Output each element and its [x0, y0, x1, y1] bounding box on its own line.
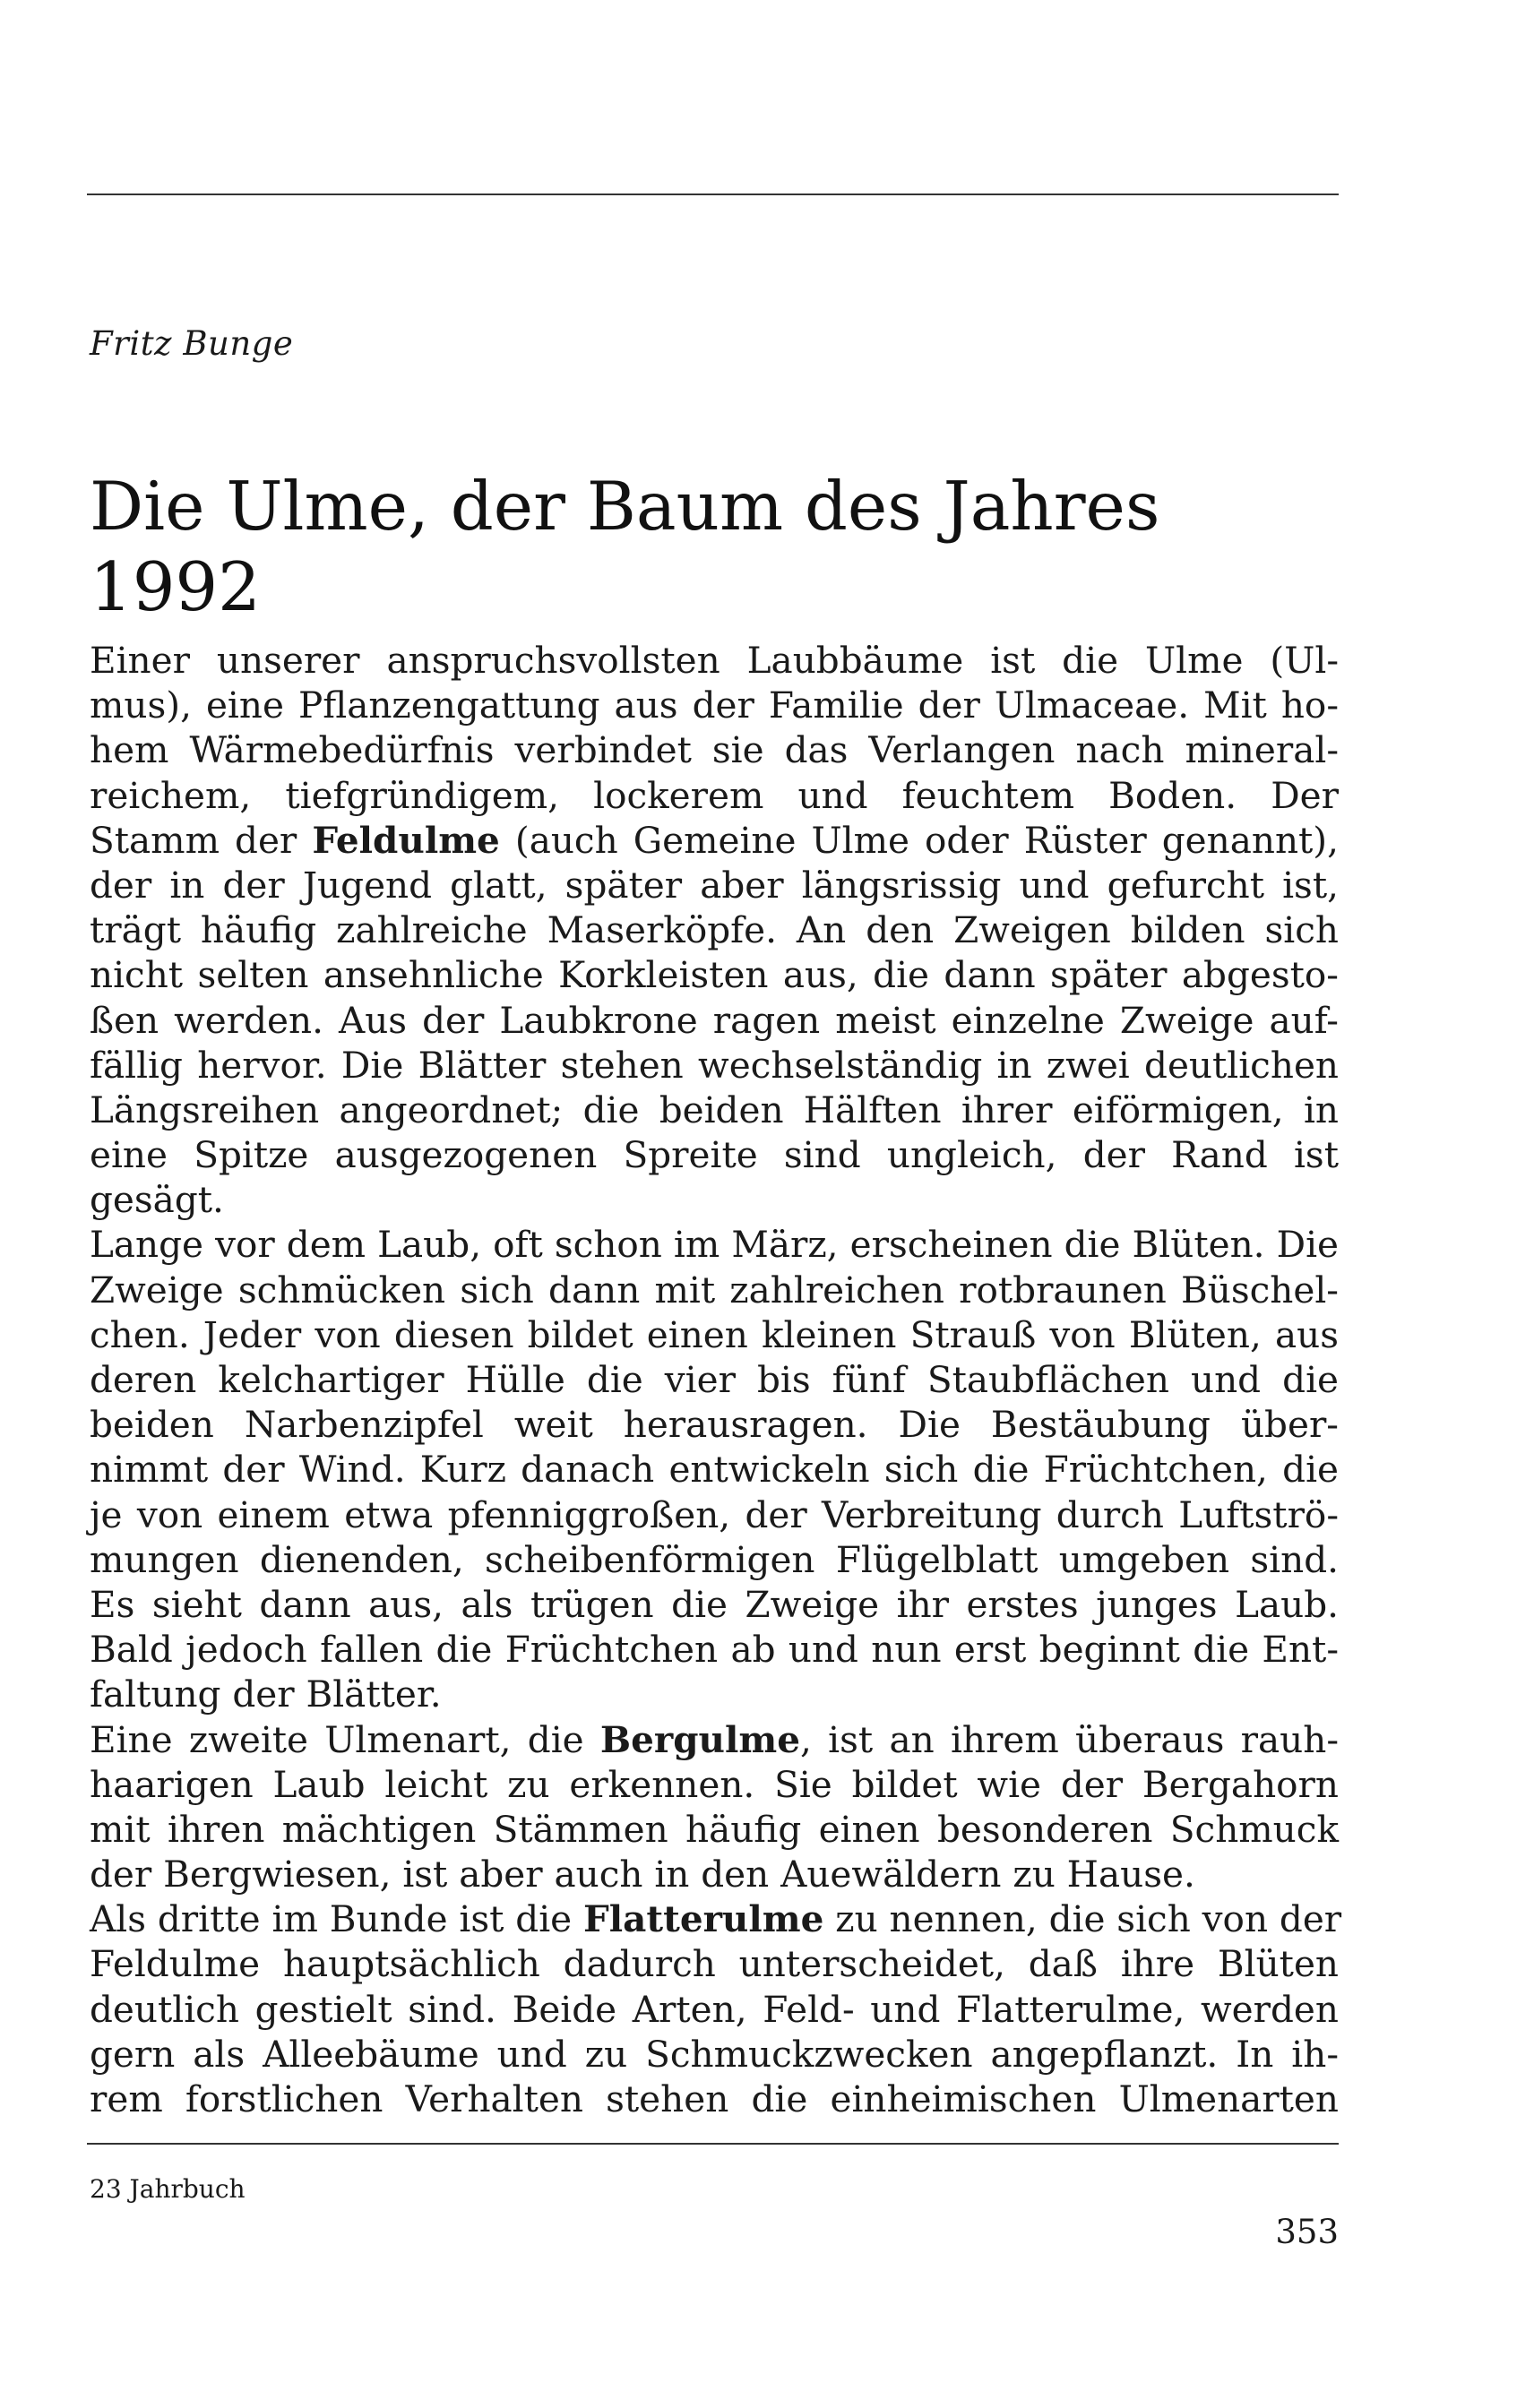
footnote-signature: 23 Jahrbuch — [90, 2174, 246, 2204]
text-line: Zweige schmücken sich dann mit zahlreichen rotbraunen Büschel- — [90, 1268, 1339, 1312]
text-line: Feldulme hauptsächlich dadurch unterscheidet, daß ihre Blüten — [90, 1942, 1339, 1986]
text-line: deutlich gestielt sind. Beide Arten, Feld- und Flatterulme, werden — [90, 1987, 1339, 2031]
article-title: Die Ulme, der Baum des Jahres 1992 — [90, 467, 1160, 626]
text-segment: (auch Gemeine Ulme oder Rüster genannt), — [499, 818, 1339, 862]
text-line: trägt häufig zahlreiche Maserköpfe. An den Zweigen bilden sich — [90, 908, 1339, 952]
text-line: Längsreihen angeordnet; die beiden Hälften ihrer eiförmigen, in — [90, 1088, 1339, 1131]
text-line: beiden Narbenzipfel weit herausragen. Die Bestäubung über- — [90, 1403, 1339, 1447]
text-line: nicht selten ansehnliche Korkleisten aus, die dann später abgesto- — [90, 953, 1339, 997]
text-line: der Bergwiesen, ist aber auch in den Auewäldern zu Hause. — [90, 1853, 1195, 1896]
text-segment: , ist an ihrem überaus rauh- — [800, 1717, 1339, 1761]
text-line: Bald jedoch fallen die Früchtchen ab und nun erst beginnt die Ent- — [90, 1628, 1339, 1672]
author-name: Fritz Bunge — [90, 324, 294, 363]
text-line: reichem, tiefgründigem, lockerem und feuchtem Boden. Der — [90, 773, 1339, 817]
text-line: faltung der Blätter. — [90, 1673, 442, 1716]
text-line: Lange vor dem Laub, oft schon im März, erscheinen die Blüten. Die — [90, 1223, 1339, 1267]
text-line: nimmt der Wind. Kurz danach entwickeln sich die Früchtchen, die — [90, 1448, 1339, 1492]
top-rule — [87, 194, 1339, 195]
text-line: mit ihren mächtigen Stämmen häufig einen besonderen Schmuck — [90, 1807, 1339, 1851]
text-line: deren kelchartiger Hülle die vier bis fünf Staubflächen und die — [90, 1358, 1339, 1401]
text-segment: Stamm der — [90, 818, 313, 862]
text-segment: Eine zweite Ulmenart, die — [90, 1717, 600, 1761]
species-name: Feldulme — [312, 818, 500, 862]
text-line: je von einem etwa pfenniggroßen, der Verbreitung durch Luftströ- — [90, 1492, 1339, 1536]
text-line: haarigen Laub leicht zu erkennen. Sie bildet wie der Bergahorn — [90, 1762, 1339, 1806]
text-line: Es sieht dann aus, als trügen die Zweige ihr erstes junges Laub. — [90, 1582, 1339, 1626]
text-line: gern als Alleebäume und zu Schmuckzwecken angepflanzt. In ih- — [90, 2032, 1339, 2076]
text-line: gesägt. — [90, 1178, 224, 1222]
text-line: chen. Jeder von diesen bildet einen kleinen Strauß von Blüten, aus — [90, 1312, 1339, 1356]
species-name: Flatterulme — [583, 1897, 824, 1941]
text-line — [90, 818, 1339, 863]
text-segment: Als dritte im Bunde ist die — [90, 1897, 584, 1941]
text-line — [90, 1717, 1339, 1762]
text-line: der in der Jugend glatt, später aber längsrissig und gefurcht ist, — [90, 863, 1339, 907]
page-number: 353 — [1275, 2213, 1339, 2251]
text-line: rem forstlichen Verhalten stehen die einheimischen Ulmenarten — [90, 2077, 1339, 2120]
text-line: fällig hervor. Die Blätter stehen wechselständig in zwei deutlichen — [90, 1043, 1339, 1087]
text-line: Einer unserer anspruchsvollsten Laubbäume ist die Ulme (Ul- — [90, 639, 1339, 682]
text-line — [90, 1896, 1342, 1941]
text-line: ßen werden. Aus der Laubkrone ragen meist einzelne Zweige auf- — [90, 998, 1339, 1042]
text-line: mus), eine Pflanzengattung aus der Familie der Ulmaceae. Mit ho- — [90, 684, 1339, 727]
species-name: Bergulme — [599, 1717, 801, 1761]
text-segment: zu nennen, die sich von der — [823, 1897, 1342, 1941]
text-line: hem Wärmebedürfnis verbindet sie das Verlangen nach mineral- — [90, 728, 1339, 772]
text-line: mungen dienenden, scheibenförmigen Flügelblatt umgeben sind. — [90, 1537, 1339, 1581]
bottom-rule — [87, 2143, 1339, 2145]
article-body — [90, 638, 1342, 2121]
text-line: eine Spitze ausgezogenen Spreite sind ungleich, der Rand ist — [90, 1133, 1339, 1177]
